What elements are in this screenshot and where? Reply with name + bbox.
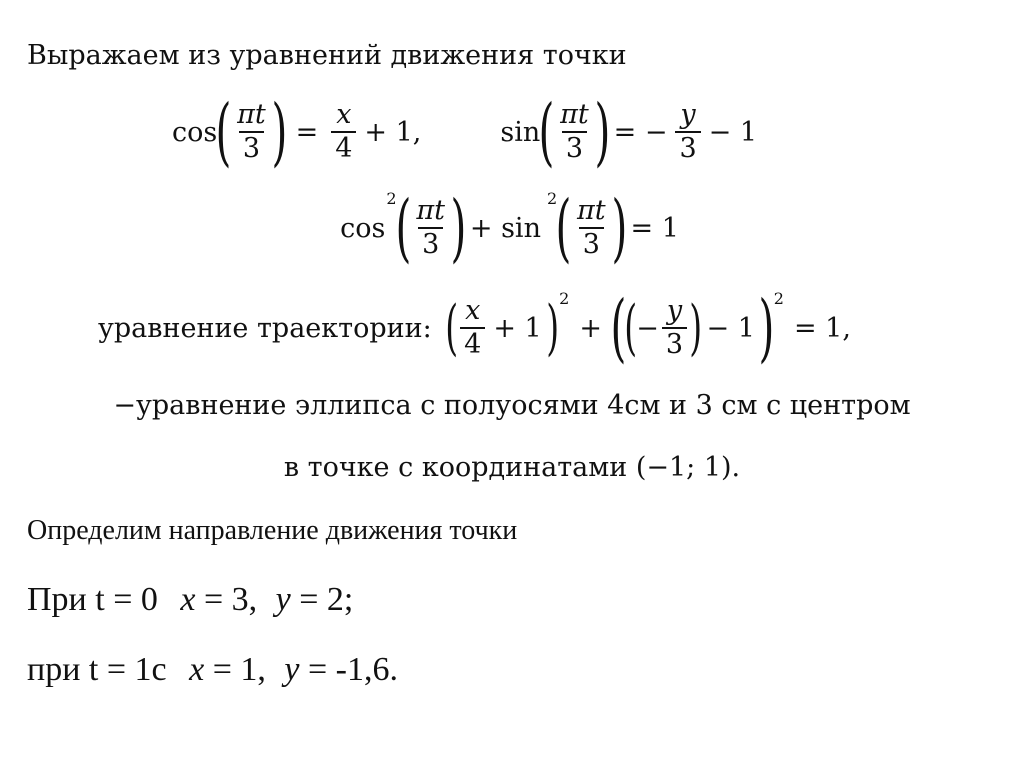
ellipse-description-line1: −уравнение эллипса с полуосями 4см и 3 см с центром	[113, 390, 911, 421]
fraction-denominator: 3	[562, 131, 587, 163]
paren-close: )	[546, 293, 559, 363]
fraction-pi-t-over-3	[412, 194, 449, 260]
fraction-y-over-3	[675, 98, 700, 164]
ellipse-description-line2: в точке с координатами (−1; 1).	[283, 452, 741, 483]
paren-open: (	[215, 89, 232, 175]
fraction-numerator: y	[666, 294, 683, 326]
fraction-numerator: y	[680, 98, 696, 130]
fraction-denominator: 4	[331, 131, 356, 163]
fraction-denominator: 3	[239, 131, 264, 163]
fraction-denominator: 3	[662, 327, 687, 359]
trajectory-label: уравнение траектории:	[98, 312, 432, 344]
fraction-numerator: πt	[416, 194, 445, 226]
fraction-numerator: πt	[560, 98, 589, 130]
fraction-denominator: 4	[460, 327, 485, 359]
plus-one: + 1	[493, 312, 542, 344]
fraction-numerator: x	[336, 98, 352, 130]
sin-label: sin	[500, 116, 541, 148]
t0-x-var: x	[180, 581, 196, 618]
t0-prefix: При t = 0	[27, 581, 158, 618]
t0-y-var: y	[275, 581, 291, 618]
t1-y-var: y	[284, 651, 300, 688]
fraction-pi-t-over-3	[233, 98, 270, 164]
t0-x-value: = 3,	[203, 581, 258, 618]
paren-open: (	[555, 185, 572, 271]
equals-minus: = −	[613, 116, 668, 148]
plus-sin: + sin	[469, 212, 541, 244]
fraction-numerator: x	[465, 294, 481, 326]
paren-open: (	[610, 285, 627, 371]
equals-one: = 1,	[793, 312, 851, 344]
paren-open: (	[445, 293, 458, 363]
equation-cos-sin	[172, 82, 762, 182]
t0-y-value: = 2;	[299, 581, 354, 618]
paren-close: )	[758, 285, 775, 371]
square-exponent: 2	[386, 188, 397, 208]
minus-one: − 1	[706, 312, 755, 344]
equals-sign: =	[295, 116, 319, 148]
fraction-denominator: 3	[579, 227, 604, 259]
fraction-pi-t-over-3	[573, 194, 610, 260]
t1-x-var: x	[189, 651, 205, 688]
equation-pythagorean	[0, 178, 1024, 278]
condition-t1	[27, 651, 398, 689]
condition-t0	[27, 581, 353, 619]
paren-open: (	[538, 89, 555, 175]
paren-close: )	[611, 185, 628, 271]
fraction-x-over-4	[460, 294, 485, 360]
direction-heading: Определим направление движения точки	[27, 515, 518, 546]
fraction-pi-t-over-3	[556, 98, 593, 164]
fraction-numerator: πt	[237, 98, 266, 130]
t1-prefix: при t = 1с	[27, 651, 167, 688]
fraction-y-over-3	[662, 294, 687, 360]
fraction-x-over-4	[331, 98, 356, 164]
fraction-numerator: πt	[577, 194, 606, 226]
paren-close: )	[594, 89, 611, 175]
intro-heading: Выражаем из уравнений движения точки	[27, 40, 627, 71]
fraction-denominator: 3	[418, 227, 443, 259]
paren-open-inner: (	[624, 293, 637, 363]
minus-sign: −	[636, 312, 659, 344]
t1-y-value: = -1,6.	[307, 651, 398, 688]
plus-one: + 1,	[364, 116, 422, 148]
paren-close-inner: )	[689, 293, 703, 363]
plus-sign: +	[579, 312, 602, 344]
equation-trajectory	[98, 276, 861, 380]
cos-label: cos	[172, 116, 218, 148]
square-exponent: 2	[559, 288, 570, 308]
equals-one: = 1	[630, 212, 679, 244]
square-exponent: 2	[773, 288, 784, 308]
fraction-denominator: 3	[675, 131, 700, 163]
paren-close: )	[271, 89, 288, 175]
t1-x-value: = 1,	[212, 651, 266, 688]
square-exponent: 2	[546, 188, 558, 208]
cos-label: cos	[340, 212, 386, 244]
minus-one: − 1	[708, 116, 758, 148]
paren-open: (	[395, 185, 411, 271]
paren-close: )	[450, 185, 467, 271]
